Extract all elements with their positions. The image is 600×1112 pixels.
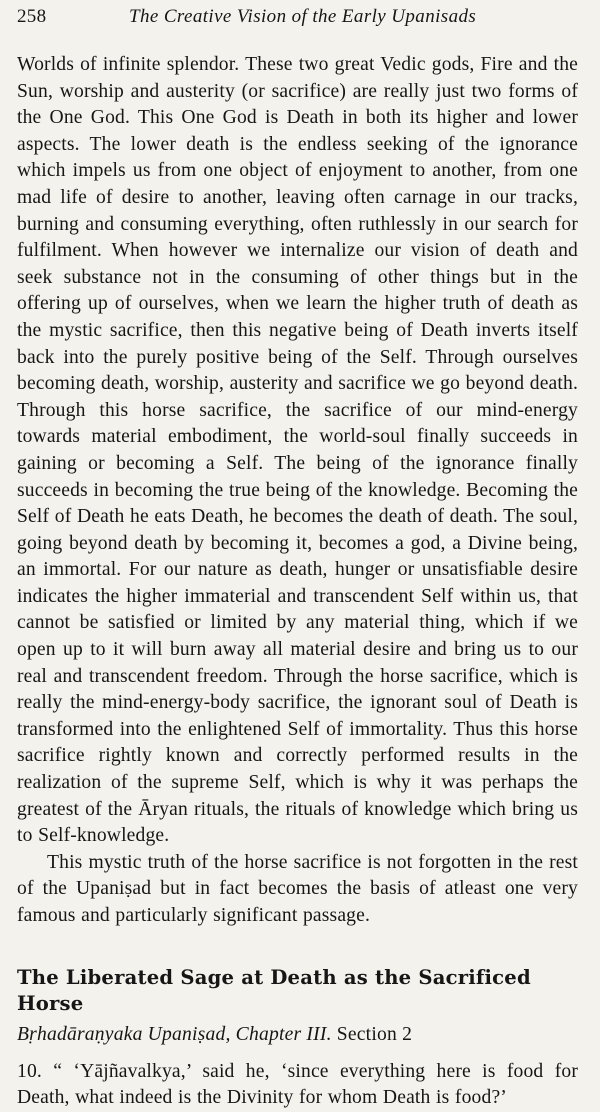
verse-10: 10. “ ‘Yājñavalkya,’ said he, ‘since everything here is food for Death, what indeed is the Divinity for whom Death is food?’ <box>17 1060 578 1109</box>
paragraph-1: Worlds of infinite splendor. These two great Vedic gods, Fire and the Sun, worship and austerity (or sacrifice) are really just two forms of the One God. This One God is Death in both its higher and lower aspects. The lower death is the endless seeking of the ignorance which impels us from one object of enjoyment to another, from one mad life of desire to another, leaving often carnage in our tracks, burning and consuming everything, often ruthlessly in our search for fulfilment. When however we internalize our vision of death and seek substance not in the consuming of other things but in the offering up of ourselves, when we learn the higher truth of death as the mystic sacrifice, then this negative being of Death inverts itself back into the purely positive being of the Self. Through ourselves becoming death, worship, austerity and sacrifice we go beyond death. Through this horse sacrifice, the sacrifice of our mind-energy towards material embodiment, the world-soul finally succeeds in gaining or becoming a Self. The being of the ignorance finally succeeds in becoming the true being of the knowledge. Becoming the Self of Death he eats Death, he becomes the death of death. The soul, going beyond death by becoming it, becomes a god, a Divine being, an immortal. For our nature as death, hunger or unsatisfiable desire indicates the higher immaterial and transcendent Self within us, that cannot be satisfied or limited by any material thing, which if we open up to it will burn away all material desire and bring us to our real and transcendent freedom. Through the horse sacrifice, which is really the mind-energy-body sacrifice, the ignorant soul of Death is transformed into the enlightened Self of immortality. Thus this horse sacrifice rightly known and correctly performed results in the realization of the supreme Self, which is why it was perhaps the greatest of the Āryan rituals, the rituals of knowledge which bring us to Self-knowledge. <box>17 54 578 847</box>
source-citation <box>17 1022 578 1048</box>
body-text <box>17 52 578 930</box>
paragraph-2: This mystic truth of the horse sacrifice is not forgotten in the rest of the Upaniṣad but in fact becomes the basis of atleast one very famous and particularly significant passage. <box>17 851 578 926</box>
running-title: The Creative Vision of the Early Upanisads <box>129 6 477 27</box>
page-number: 258 <box>17 6 47 27</box>
source-section: Section 2 <box>336 1023 413 1045</box>
section-heading: The Liberated Sage at Death as the Sacrificed Horse <box>17 965 531 1015</box>
running-head <box>17 6 578 38</box>
source-title: Bṛhadāraṇyaka Upaniṣad, Chapter III. <box>17 1023 332 1045</box>
